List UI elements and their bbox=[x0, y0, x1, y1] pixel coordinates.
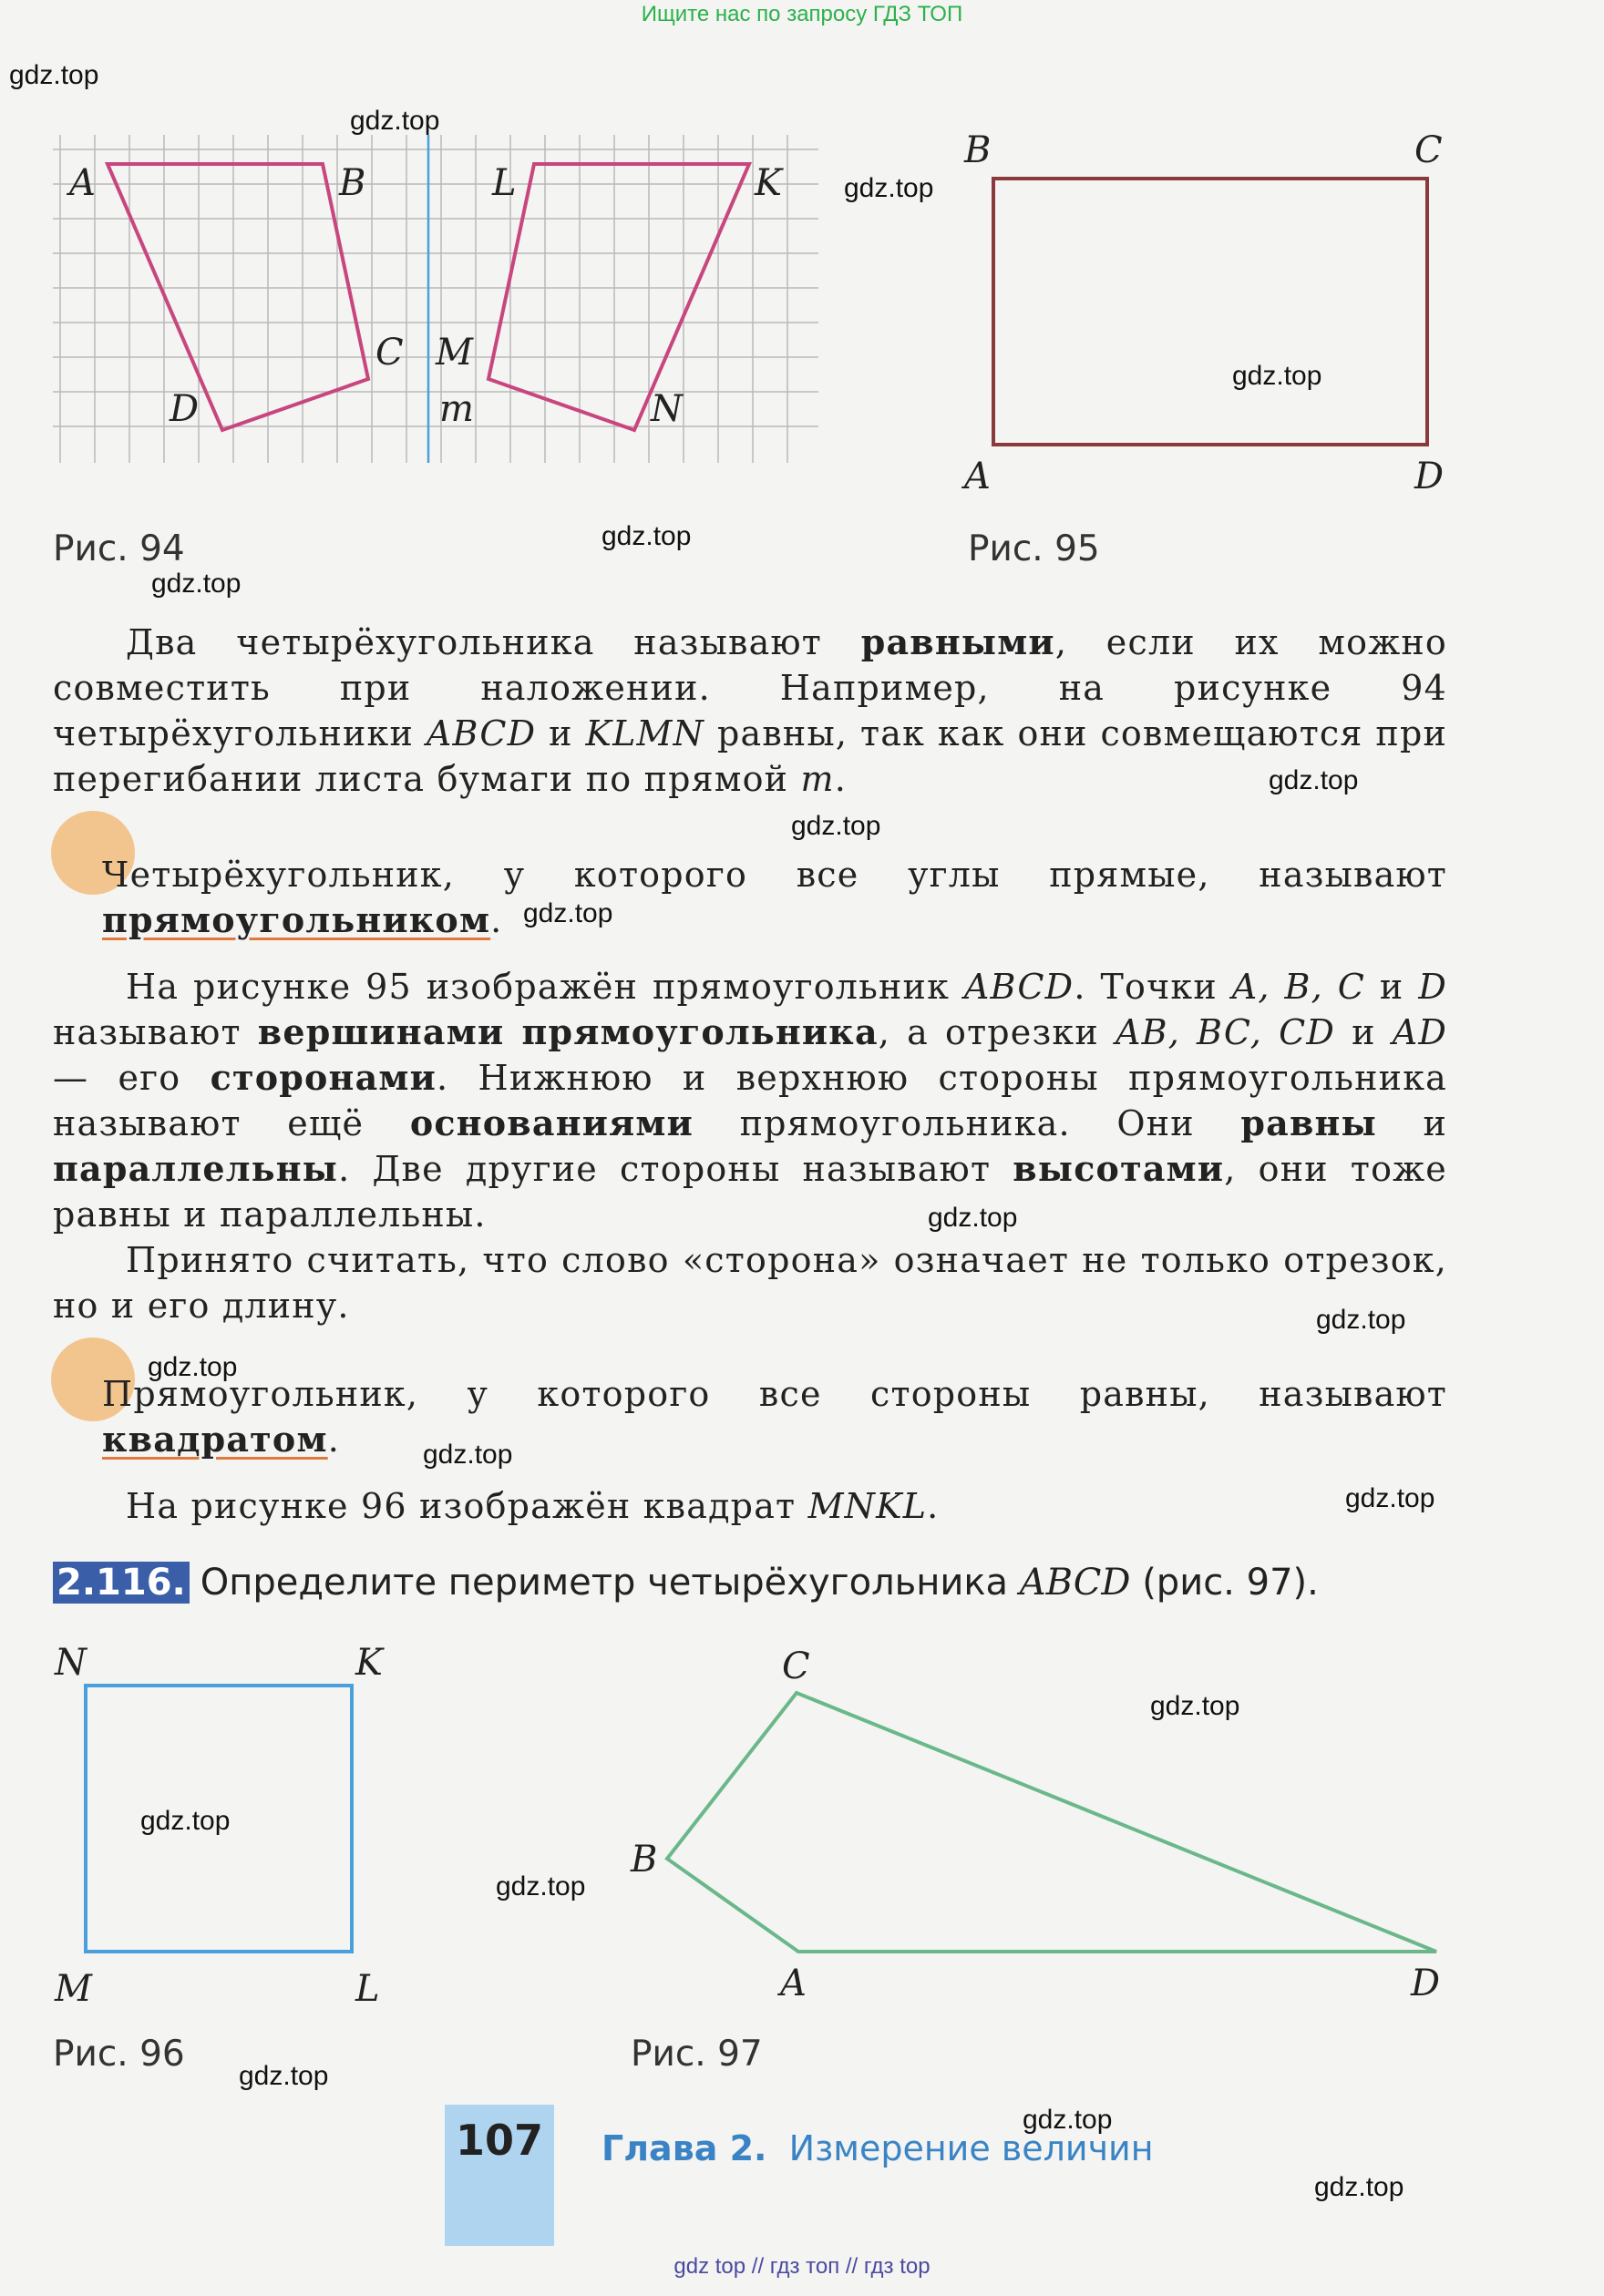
watermark[interactable]: gdz.top bbox=[1345, 1483, 1435, 1513]
fig97-caption: Рис. 97 bbox=[631, 2034, 763, 2075]
watermark[interactable]: gdz.top bbox=[1316, 1305, 1406, 1335]
rect-abcd bbox=[993, 179, 1427, 445]
label-N: N bbox=[55, 1642, 87, 1684]
label-M: M bbox=[436, 332, 473, 374]
label-N: N bbox=[651, 388, 683, 430]
label-K: K bbox=[755, 162, 782, 204]
paragraph-equal-quads: Два четырёхугольника называют равными, если их можно совместить при наложении. Например, на рисунке 94 четырёхугольники ABCD и KLMN равны, так как они совмещаются при перегибании листа бумаги по прямой m. bbox=[53, 621, 1448, 799]
watermark[interactable]: gdz.top bbox=[496, 1871, 586, 1901]
paragraph-square-example: На рисунке 96 изображён квадрат MNKL. bbox=[126, 1486, 940, 1526]
label-C: C bbox=[1414, 129, 1443, 171]
quad-abcd bbox=[667, 1693, 1436, 1952]
label-B: B bbox=[964, 129, 992, 171]
figure-95 bbox=[948, 118, 1476, 510]
watermark[interactable]: gdz.top bbox=[791, 811, 881, 841]
watermark[interactable]: gdz.top bbox=[148, 1352, 238, 1382]
paragraph-rectangle-parts: На рисунке 95 изображён прямоугольник ABCD. Точки A, B, C и D называют вершинами прямоугольника, а отрезки AB, BC, CD и AD — его сторонами. Нижнюю и верхнюю стороны прямоугольника называют ещё основаниями прямоугольника. Они равны и параллельны. Две другие стороны называют высотами, они тоже равны и параллельны. Принято считать, что слово «сторона» означает не только отрезок, но и его длину. bbox=[53, 964, 1447, 1328]
fig94-label-layer bbox=[0, 0, 820, 474]
watermark[interactable]: gdz.top bbox=[1150, 1691, 1240, 1721]
label-D: D bbox=[1411, 1963, 1441, 2004]
label-D: D bbox=[1414, 456, 1445, 497]
bottom-banner[interactable]: gdz top // гдз топ // гдз top bbox=[673, 2254, 931, 2279]
label-C: C bbox=[782, 1645, 810, 1687]
top-banner[interactable]: Ищите нас по запросу ГДЗ ТОП bbox=[641, 2, 963, 26]
watermark[interactable]: gdz.top bbox=[844, 173, 934, 203]
watermark[interactable]: gdz.top bbox=[602, 521, 692, 551]
fig94-caption: Рис. 94 bbox=[53, 528, 185, 569]
label-L: L bbox=[492, 162, 517, 204]
label-A: A bbox=[964, 456, 991, 497]
watermark[interactable]: gdz.top bbox=[151, 569, 242, 599]
label-m: m bbox=[439, 388, 474, 430]
label-D: D bbox=[170, 388, 200, 430]
page-number: 107 bbox=[455, 2116, 544, 2165]
label-L: L bbox=[355, 1968, 380, 2010]
fig96-caption: Рис. 96 bbox=[53, 2034, 185, 2075]
watermark[interactable]: gdz.top bbox=[140, 1806, 231, 1836]
label-C: C bbox=[375, 332, 404, 374]
watermark[interactable]: gdz.top bbox=[1314, 2172, 1404, 2202]
label-A: A bbox=[69, 162, 96, 204]
label-K: K bbox=[355, 1642, 383, 1684]
task-2-116: 2.116. Определите периметр четырёхугольника ABCD (рис. 97). bbox=[53, 1562, 1319, 1604]
label-B: B bbox=[339, 162, 366, 204]
watermark[interactable]: gdz.top bbox=[350, 106, 440, 136]
watermark[interactable]: gdz.top bbox=[9, 60, 99, 90]
watermark[interactable]: gdz.top bbox=[1269, 765, 1359, 795]
watermark[interactable]: gdz.top bbox=[423, 1440, 513, 1470]
watermark[interactable]: gdz.top bbox=[928, 1203, 1018, 1233]
label-M: M bbox=[55, 1968, 92, 2010]
figure-97 bbox=[620, 1631, 1476, 2023]
task-number: 2.116. bbox=[53, 1562, 190, 1604]
label-B: B bbox=[631, 1839, 658, 1881]
label-A: A bbox=[780, 1963, 807, 2004]
fig95-caption: Рис. 95 bbox=[968, 528, 1100, 569]
paragraph-side-meaning: Принято считать, что слово «сторона» означает не только отрезок, но и его длину. bbox=[53, 1240, 1447, 1326]
chapter-title: Глава 2. Измерение величин bbox=[602, 2128, 1154, 2168]
watermark[interactable]: gdz.top bbox=[1232, 361, 1322, 391]
watermark[interactable]: gdz.top bbox=[1023, 2105, 1113, 2135]
watermark[interactable]: gdz.top bbox=[523, 898, 613, 928]
definition-rectangle: Четырёхугольник, у которого все углы прямые, называют прямоугольником. bbox=[102, 855, 1447, 940]
watermark[interactable]: gdz.top bbox=[239, 2061, 329, 2091]
definition-square: Прямоугольник, у которого все стороны равны, называют квадратом. bbox=[102, 1374, 1447, 1460]
